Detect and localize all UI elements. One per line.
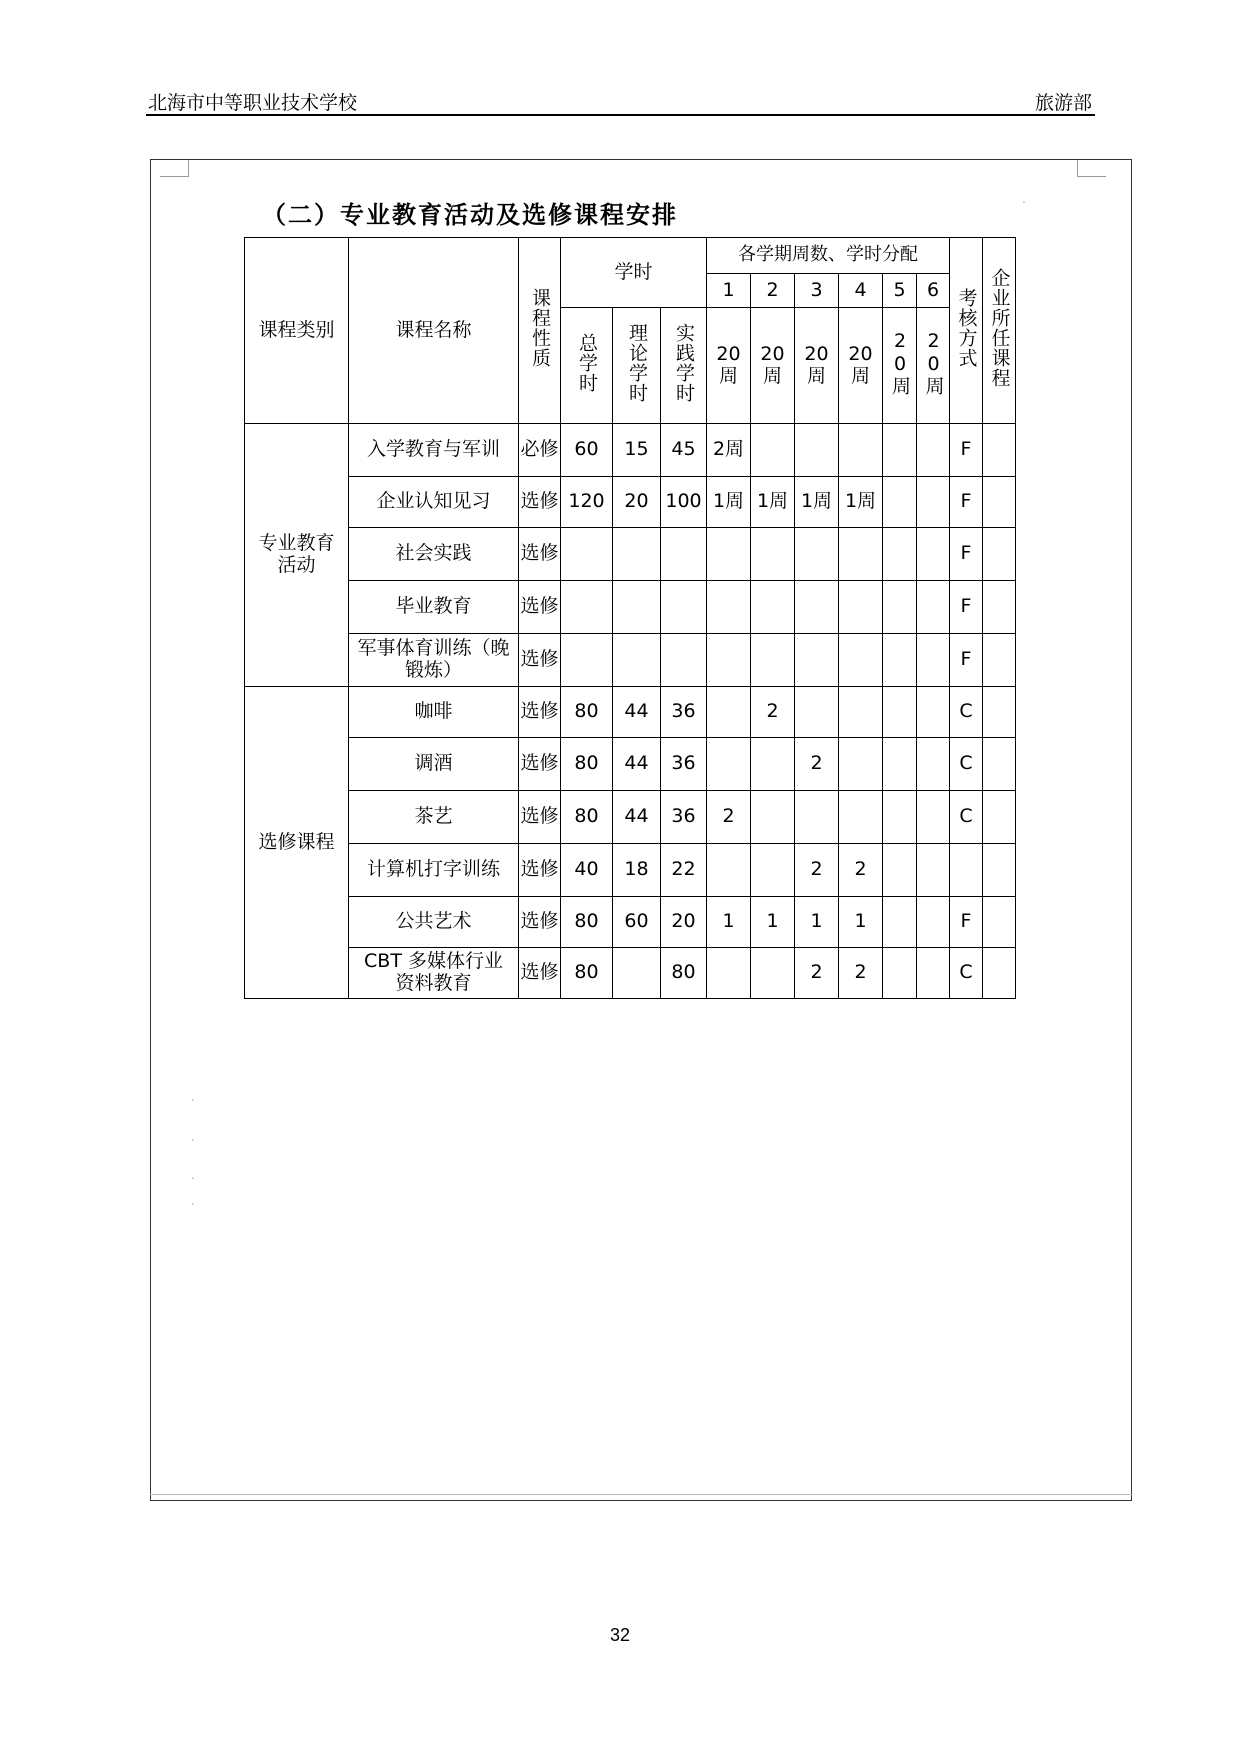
exam-cell xyxy=(950,844,983,897)
s5-cell xyxy=(883,948,917,999)
s3-text: 1 xyxy=(810,910,823,933)
s6-cell xyxy=(917,528,950,581)
paragraph-mark: . xyxy=(1022,192,1026,206)
name-text: 军事体育训练（晚锻炼） xyxy=(357,637,510,681)
nature-text: 必修 xyxy=(520,438,559,461)
practice-cell xyxy=(661,634,707,687)
practice-text: 45 xyxy=(671,438,696,461)
practice-text: 100 xyxy=(665,490,702,513)
nature-text: 选修 xyxy=(520,961,559,984)
table-row xyxy=(245,948,1016,999)
name-text: CBT 多媒体行业资料教育 xyxy=(364,950,503,994)
name-cell xyxy=(349,687,519,738)
name-text: 咖啡 xyxy=(414,700,453,723)
s5-cell xyxy=(883,477,917,528)
s5-cell xyxy=(883,738,917,791)
table-row xyxy=(245,844,1016,897)
nature-cell xyxy=(519,844,561,897)
s3-cell xyxy=(795,738,839,791)
s2-cell xyxy=(751,581,795,634)
theory-cell xyxy=(613,738,661,791)
s6-cell xyxy=(917,687,950,738)
enterprise-cell xyxy=(983,477,1016,528)
total-cell xyxy=(561,581,613,634)
header-department: 旅游部 xyxy=(1034,92,1092,114)
s3-cell xyxy=(795,528,839,581)
s5-cell xyxy=(883,687,917,738)
s3-cell xyxy=(795,687,839,738)
total-text: 60 xyxy=(574,438,599,461)
header-weeks-3: 20周 xyxy=(795,308,839,424)
header-theory-hours-text: 理论学时 xyxy=(626,322,648,403)
name-cell xyxy=(349,528,519,581)
header-semester-1: 1 xyxy=(707,274,751,308)
exam-cell xyxy=(950,477,983,528)
theory-cell xyxy=(613,477,661,528)
nature-text: 选修 xyxy=(520,805,559,828)
exam-cell xyxy=(950,738,983,791)
exam-text: C xyxy=(959,752,973,775)
s2-cell xyxy=(751,738,795,791)
table-row xyxy=(245,791,1016,844)
s3-cell xyxy=(795,844,839,897)
total-cell xyxy=(561,477,613,528)
theory-cell xyxy=(613,581,661,634)
nature-text: 选修 xyxy=(520,858,559,881)
name-cell xyxy=(349,738,519,791)
nature-cell xyxy=(519,687,561,738)
total-text: 80 xyxy=(574,752,599,775)
header-weeks-5-text: 20周 xyxy=(889,329,911,396)
theory-text: 44 xyxy=(624,805,649,828)
paragraph-mark: . xyxy=(191,1090,195,1104)
practice-text: 80 xyxy=(671,961,696,984)
s1-text: 2 xyxy=(722,805,735,828)
s1-cell xyxy=(707,687,751,738)
s3-text: 2 xyxy=(810,961,823,984)
name-cell xyxy=(349,634,519,687)
s3-cell xyxy=(795,634,839,687)
s5-cell xyxy=(883,528,917,581)
s6-cell xyxy=(917,581,950,634)
enterprise-cell xyxy=(983,897,1016,948)
s4-cell xyxy=(839,948,883,999)
practice-cell xyxy=(661,948,707,999)
enterprise-cell xyxy=(983,791,1016,844)
practice-cell xyxy=(661,477,707,528)
theory-cell xyxy=(613,687,661,738)
header-enterprise xyxy=(983,238,1016,424)
name-text: 企业认知见习 xyxy=(376,490,491,513)
total-text: 80 xyxy=(574,961,599,984)
practice-cell xyxy=(661,897,707,948)
s1-text: 2周 xyxy=(712,438,745,461)
nature-text: 选修 xyxy=(520,700,559,723)
theory-cell xyxy=(613,634,661,687)
name-text: 毕业教育 xyxy=(395,595,472,618)
nature-cell xyxy=(519,424,561,477)
header-weeks-6-text: 20周 xyxy=(922,329,945,396)
enterprise-cell xyxy=(983,948,1016,999)
name-text: 公共艺术 xyxy=(395,910,472,933)
exam-text: C xyxy=(959,805,973,828)
table-row xyxy=(245,687,1016,738)
header-theory-hours xyxy=(613,308,661,424)
header-weeks-5 xyxy=(883,308,917,424)
s3-cell xyxy=(795,948,839,999)
header-course-name: 课程名称 xyxy=(349,238,519,424)
s4-cell xyxy=(839,424,883,477)
header-weeks-1: 20周 xyxy=(707,308,751,424)
header-exam xyxy=(950,238,983,424)
s3-cell xyxy=(795,424,839,477)
s2-text: 1 xyxy=(766,910,779,933)
exam-cell xyxy=(950,581,983,634)
name-cell xyxy=(349,477,519,528)
nature-cell xyxy=(519,581,561,634)
total-text: 120 xyxy=(568,490,605,513)
exam-cell xyxy=(950,528,983,581)
s1-cell xyxy=(707,844,751,897)
exam-cell xyxy=(950,634,983,687)
nature-text: 选修 xyxy=(520,648,559,671)
s4-cell xyxy=(839,844,883,897)
name-cell xyxy=(349,581,519,634)
s6-cell xyxy=(917,897,950,948)
practice-cell xyxy=(661,528,707,581)
paragraph-mark: . xyxy=(191,1130,195,1144)
total-cell xyxy=(561,844,613,897)
practice-text: 36 xyxy=(671,752,696,775)
s4-text: 1周 xyxy=(844,490,877,513)
theory-text: 44 xyxy=(624,752,649,775)
s2-cell xyxy=(751,424,795,477)
header-semester-6: 6 xyxy=(917,274,950,308)
s4-cell xyxy=(839,477,883,528)
name-text: 社会实践 xyxy=(395,542,472,565)
nature-cell xyxy=(519,897,561,948)
enterprise-cell xyxy=(983,424,1016,477)
header-total-hours-text: 总学时 xyxy=(576,332,598,393)
nature-text: 选修 xyxy=(520,910,559,933)
exam-cell xyxy=(950,897,983,948)
exam-text: F xyxy=(960,542,972,565)
s2-cell xyxy=(751,948,795,999)
table-row xyxy=(245,528,1016,581)
section-title: （二）专业教育活动及选修课程安排 xyxy=(262,201,678,229)
s1-cell xyxy=(707,581,751,634)
s5-cell xyxy=(883,791,917,844)
name-text: 调酒 xyxy=(414,752,453,775)
total-cell xyxy=(561,687,613,738)
s3-cell xyxy=(795,897,839,948)
practice-cell xyxy=(661,844,707,897)
theory-text: 15 xyxy=(624,438,649,461)
header-exam-text: 考核方式 xyxy=(955,287,978,368)
exam-cell xyxy=(950,948,983,999)
s2-cell xyxy=(751,477,795,528)
total-cell xyxy=(561,738,613,791)
exam-cell xyxy=(950,424,983,477)
s6-cell xyxy=(917,424,950,477)
s2-text: 1周 xyxy=(756,490,789,513)
nature-cell xyxy=(519,948,561,999)
s2-cell xyxy=(751,687,795,738)
s1-cell xyxy=(707,477,751,528)
total-text: 40 xyxy=(574,858,599,881)
nature-cell xyxy=(519,738,561,791)
nature-text: 选修 xyxy=(520,490,559,513)
practice-text: 20 xyxy=(671,910,696,933)
s1-cell xyxy=(707,791,751,844)
s1-cell xyxy=(707,948,751,999)
header-enterprise-text: 企业所任课程 xyxy=(988,267,1011,388)
category-cell: 专业教育活动 xyxy=(245,424,349,687)
s2-cell xyxy=(751,791,795,844)
table-row xyxy=(245,738,1016,791)
exam-text: F xyxy=(960,648,972,671)
practice-cell xyxy=(661,687,707,738)
s6-cell xyxy=(917,844,950,897)
exam-cell xyxy=(950,687,983,738)
name-text: 计算机打字训练 xyxy=(366,858,500,881)
margin-corner-left xyxy=(160,160,189,177)
name-cell xyxy=(349,424,519,477)
s1-cell xyxy=(707,738,751,791)
nature-cell xyxy=(519,634,561,687)
s1-text: 1 xyxy=(722,910,735,933)
s3-text: 2 xyxy=(810,858,823,881)
table-row xyxy=(245,897,1016,948)
name-cell xyxy=(349,791,519,844)
s6-cell xyxy=(917,948,950,999)
enterprise-cell xyxy=(983,687,1016,738)
total-text: 80 xyxy=(574,910,599,933)
theory-cell xyxy=(613,528,661,581)
theory-text: 60 xyxy=(624,910,649,933)
s2-cell xyxy=(751,528,795,581)
s6-cell xyxy=(917,634,950,687)
nature-cell xyxy=(519,528,561,581)
name-cell xyxy=(349,948,519,999)
s2-cell xyxy=(751,844,795,897)
s3-text: 1周 xyxy=(800,490,833,513)
theory-cell xyxy=(613,844,661,897)
table-row xyxy=(245,424,1016,477)
s4-text: 1 xyxy=(854,910,867,933)
s5-cell xyxy=(883,844,917,897)
exam-text: C xyxy=(959,961,973,984)
exam-text: F xyxy=(960,438,972,461)
s3-cell xyxy=(795,581,839,634)
s1-cell xyxy=(707,424,751,477)
header-weeks-2: 20周 xyxy=(751,308,795,424)
header-distribution: 各学期周数、学时分配 xyxy=(707,238,950,274)
paragraph-mark: . xyxy=(191,1168,195,1182)
header-category: 课程类别 xyxy=(245,238,349,424)
s1-cell xyxy=(707,897,751,948)
exam-text: C xyxy=(959,700,973,723)
header-hours: 学时 xyxy=(561,238,707,308)
header-practice-hours-text: 实践学时 xyxy=(673,322,695,403)
paragraph-mark: . xyxy=(191,1194,195,1208)
s2-cell xyxy=(751,897,795,948)
practice-cell xyxy=(661,738,707,791)
s3-cell xyxy=(795,477,839,528)
s4-cell xyxy=(839,634,883,687)
s5-cell xyxy=(883,634,917,687)
nature-text: 选修 xyxy=(520,542,559,565)
theory-text: 44 xyxy=(624,700,649,723)
exam-text: F xyxy=(960,910,972,933)
header-weeks-6 xyxy=(917,308,950,424)
nature-cell xyxy=(519,477,561,528)
exam-cell xyxy=(950,791,983,844)
theory-text: 20 xyxy=(624,490,649,513)
s4-cell xyxy=(839,897,883,948)
course-schedule-table xyxy=(244,237,1016,999)
table-row xyxy=(245,634,1016,687)
header-rule xyxy=(146,114,1095,116)
nature-text: 选修 xyxy=(520,752,559,775)
s4-cell xyxy=(839,528,883,581)
s5-cell xyxy=(883,897,917,948)
total-cell xyxy=(561,528,613,581)
header-total-hours xyxy=(561,308,613,424)
total-cell xyxy=(561,948,613,999)
s2-cell xyxy=(751,634,795,687)
enterprise-cell xyxy=(983,738,1016,791)
header-semester-4: 4 xyxy=(839,274,883,308)
table-row xyxy=(245,477,1016,528)
s4-cell xyxy=(839,581,883,634)
name-text: 入学教育与军训 xyxy=(366,438,500,461)
page-number: 32 xyxy=(609,1625,631,1645)
table-row xyxy=(245,581,1016,634)
enterprise-cell xyxy=(983,634,1016,687)
theory-cell xyxy=(613,791,661,844)
margin-corner-right xyxy=(1077,160,1106,177)
name-text: 茶艺 xyxy=(414,805,453,828)
exam-text: F xyxy=(960,490,972,513)
total-text: 80 xyxy=(574,805,599,828)
s1-cell xyxy=(707,528,751,581)
frame-bottom-rule xyxy=(150,1494,1132,1495)
nature-cell xyxy=(519,791,561,844)
practice-cell xyxy=(661,791,707,844)
total-text: 80 xyxy=(574,700,599,723)
header-practice-hours xyxy=(661,308,707,424)
header-row-1 xyxy=(245,238,1016,274)
practice-text: 36 xyxy=(671,700,696,723)
header-nature-text: 课程性质 xyxy=(529,287,551,368)
theory-cell xyxy=(613,424,661,477)
header-weeks-4: 20周 xyxy=(839,308,883,424)
header-semester-3: 3 xyxy=(795,274,839,308)
s3-text: 2 xyxy=(810,752,823,775)
category-cell: 选修课程 xyxy=(245,687,349,999)
s6-cell xyxy=(917,477,950,528)
s5-cell xyxy=(883,424,917,477)
theory-text: 18 xyxy=(624,858,649,881)
enterprise-cell xyxy=(983,844,1016,897)
exam-text: F xyxy=(960,595,972,618)
enterprise-cell xyxy=(983,528,1016,581)
s6-cell xyxy=(917,738,950,791)
s4-cell xyxy=(839,687,883,738)
header-semester-2: 2 xyxy=(751,274,795,308)
total-cell xyxy=(561,424,613,477)
total-cell xyxy=(561,897,613,948)
s5-cell xyxy=(883,581,917,634)
practice-cell xyxy=(661,581,707,634)
header-semester-5: 5 xyxy=(883,274,917,308)
total-cell xyxy=(561,791,613,844)
theory-cell xyxy=(613,897,661,948)
name-cell xyxy=(349,844,519,897)
s4-text: 2 xyxy=(854,858,867,881)
header-school-name: 北海市中等职业技术学校 xyxy=(148,92,358,114)
s2-text: 2 xyxy=(766,700,779,723)
practice-cell xyxy=(661,424,707,477)
name-cell xyxy=(349,897,519,948)
s4-cell xyxy=(839,791,883,844)
s4-text: 2 xyxy=(854,961,867,984)
total-cell xyxy=(561,634,613,687)
s6-cell xyxy=(917,791,950,844)
s3-cell xyxy=(795,791,839,844)
s4-cell xyxy=(839,738,883,791)
nature-text: 选修 xyxy=(520,595,559,618)
s1-text: 1周 xyxy=(712,490,745,513)
practice-text: 22 xyxy=(671,858,696,881)
s1-cell xyxy=(707,634,751,687)
header-nature xyxy=(519,238,561,424)
enterprise-cell xyxy=(983,581,1016,634)
theory-cell xyxy=(613,948,661,999)
practice-text: 36 xyxy=(671,805,696,828)
